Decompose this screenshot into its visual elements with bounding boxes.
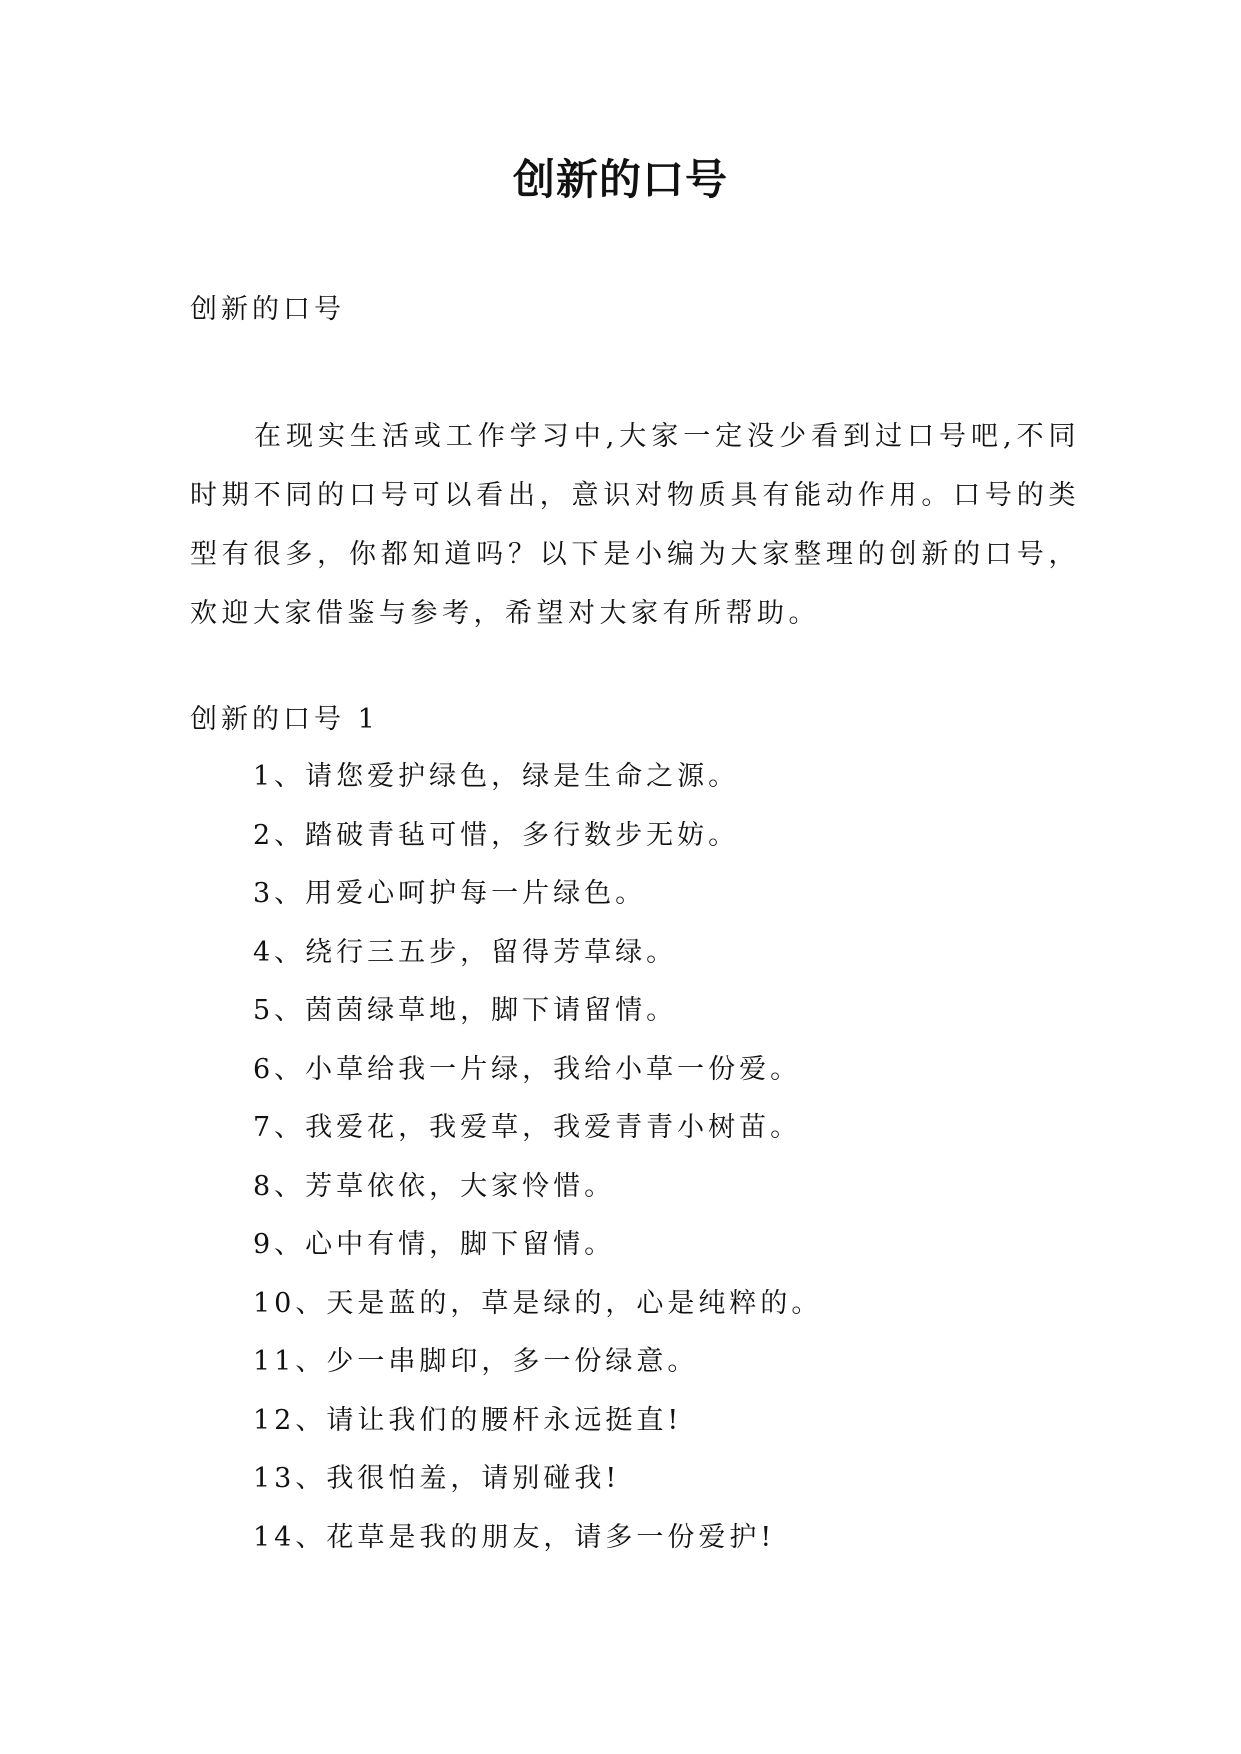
document-subtitle: 创新的口号 (190, 294, 345, 325)
slogan-item: 12、请让我们的腰杆永远挺直! (253, 1404, 683, 1436)
slogan-item: 14、花草是我的朋友，请多一份爱护! (253, 1521, 776, 1553)
slogan-item: 4、绕行三五步，留得芳草绿。 (253, 936, 678, 968)
intro-paragraph: 在现实生活或工作学习中,大家一定没少看到过口号吧,不同时期不同的口号可以看出，意识对物质具有能动作用。口号的类型有很多，你都知道吗？以下是小编为大家整理的创新的口号，欢迎大家借鉴与参考，希望对大家有所帮助。 (190, 421, 1080, 629)
slogan-item: 9、心中有情，脚下留情。 (253, 1229, 616, 1260)
slogan-item: 6、小草给我一片绿，我给小草一份爱。 (253, 1053, 802, 1085)
slogan-item: 13、我很怕羞，请别碰我! (253, 1463, 621, 1494)
slogan-item: 10、天是蓝的，草是绿的，心是纯粹的。 (253, 1287, 823, 1319)
section-heading: 创新的口号 1 (190, 704, 379, 735)
slogan-list (253, 757, 822, 1576)
slogan-item: 8、芳草依依，大家怜惜。 (253, 1170, 616, 1202)
document-title: 创新的口号 (512, 155, 728, 204)
slogan-item: 1、请您爱护绿色，绿是生命之源。 (253, 761, 740, 792)
slogan-item: 3、用爱心呵护每一片绿色。 (253, 878, 647, 909)
slogan-item: 2、踏破青毡可惜，多行数步无妨。 (253, 819, 740, 851)
slogan-item: 11、少一串脚印，多一份绿意。 (253, 1346, 699, 1377)
slogan-item: 7、我爱花，我爱草，我爱青青小树苗。 (253, 1112, 802, 1143)
slogan-item: 5、茵茵绿草地，脚下请留情。 (253, 995, 678, 1026)
